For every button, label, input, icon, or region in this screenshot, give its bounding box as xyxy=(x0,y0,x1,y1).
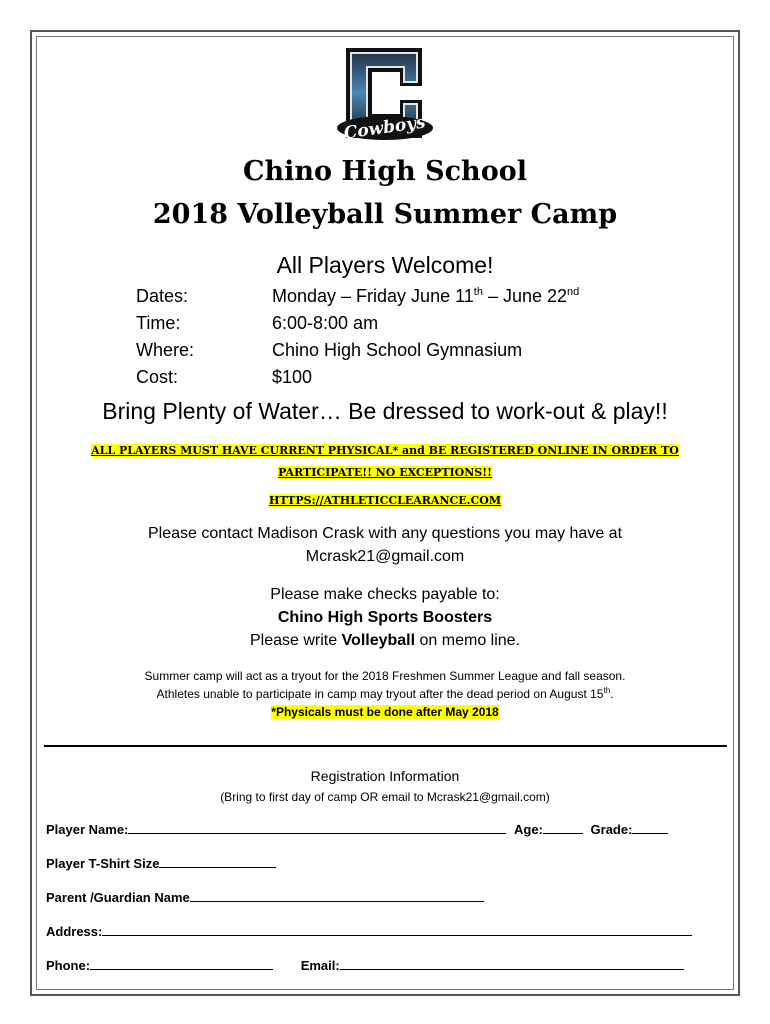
email-label: Email: xyxy=(300,958,340,973)
athletic-clearance-link[interactable]: HTTPS://ATHLETICCLEARANCE.COM xyxy=(268,494,502,507)
requirement-line-2: PARTICIPATE!! NO EXCEPTIONS!! xyxy=(278,466,492,479)
guardian-row xyxy=(46,889,484,905)
dates-label: Dates: xyxy=(136,286,189,306)
cost-label: Cost: xyxy=(136,367,179,387)
requirement-notice xyxy=(0,441,770,481)
physicals-note: *Physicals must be done after May 2018 xyxy=(271,705,499,719)
phone-label: Phone: xyxy=(46,958,91,973)
player-name-label: Player Name: xyxy=(46,822,129,837)
dates-value: Monday – Friday June 11th – June 22nd xyxy=(272,286,580,306)
payment-line: Please make checks payable to: xyxy=(270,586,500,603)
guardian-field[interactable] xyxy=(190,889,484,902)
tshirt-label: Player T-Shirt Size xyxy=(46,856,160,871)
tryout-line-1: Summer camp will act as a tryout for the 2018 Freshmen Summer League and fall season. xyxy=(144,669,626,683)
welcome-text: All Players Welcome! xyxy=(276,252,494,278)
registration-title: Registration Information xyxy=(310,768,460,784)
logo-script-text: Cowboys xyxy=(342,112,427,144)
school-title: Chino High School xyxy=(243,156,527,187)
registration-subtitle: (Bring to first day of camp OR email to Mcrask21@gmail.com) xyxy=(220,790,550,804)
guardian-label: Parent /Guardian Name xyxy=(46,890,190,905)
contact-email[interactable]: Mcrask21@gmail.com xyxy=(305,548,465,565)
player-name-field[interactable] xyxy=(128,821,506,834)
memo-line: Please write Volleyball on memo line. xyxy=(249,632,521,649)
age-field[interactable] xyxy=(543,821,583,834)
age-label: Age: xyxy=(514,822,543,837)
player-name-row xyxy=(46,821,668,837)
address-label: Address: xyxy=(46,924,103,939)
payee-name: Chino High Sports Boosters xyxy=(277,609,493,626)
cost-value: $100 xyxy=(272,367,313,387)
camp-title: 2018 Volleyball Summer Camp xyxy=(152,199,618,230)
where-value: Chino High School Gymnasium xyxy=(272,340,523,360)
email-field[interactable] xyxy=(340,957,684,970)
address-row xyxy=(46,923,692,939)
grade-field[interactable] xyxy=(632,821,668,834)
contact-line: Please contact Madison Crask with any questions you may have at xyxy=(147,525,623,542)
time-value: 6:00-8:00 am xyxy=(272,313,379,333)
tryout-line-2: Athletes unable to participate in camp may tryout after the dead period on August 15th. xyxy=(156,686,614,701)
time-label: Time: xyxy=(136,313,181,333)
requirement-line-1: ALL PLAYERS MUST HAVE CURRENT PHYSICAL* and BE REGISTERED ONLINE IN ORDER TO xyxy=(91,444,679,457)
phone-field[interactable] xyxy=(90,957,273,970)
tshirt-row xyxy=(46,855,276,871)
grade-label: Grade: xyxy=(590,822,633,837)
cowboys-logo xyxy=(330,42,440,150)
where-label: Where: xyxy=(136,340,195,360)
water-notice: Bring Plenty of Water… Be dressed to work-out & play!! xyxy=(102,398,668,424)
tshirt-field[interactable] xyxy=(159,855,276,868)
phone-email-row xyxy=(46,957,684,973)
section-divider xyxy=(44,745,727,747)
address-field[interactable] xyxy=(102,923,692,936)
